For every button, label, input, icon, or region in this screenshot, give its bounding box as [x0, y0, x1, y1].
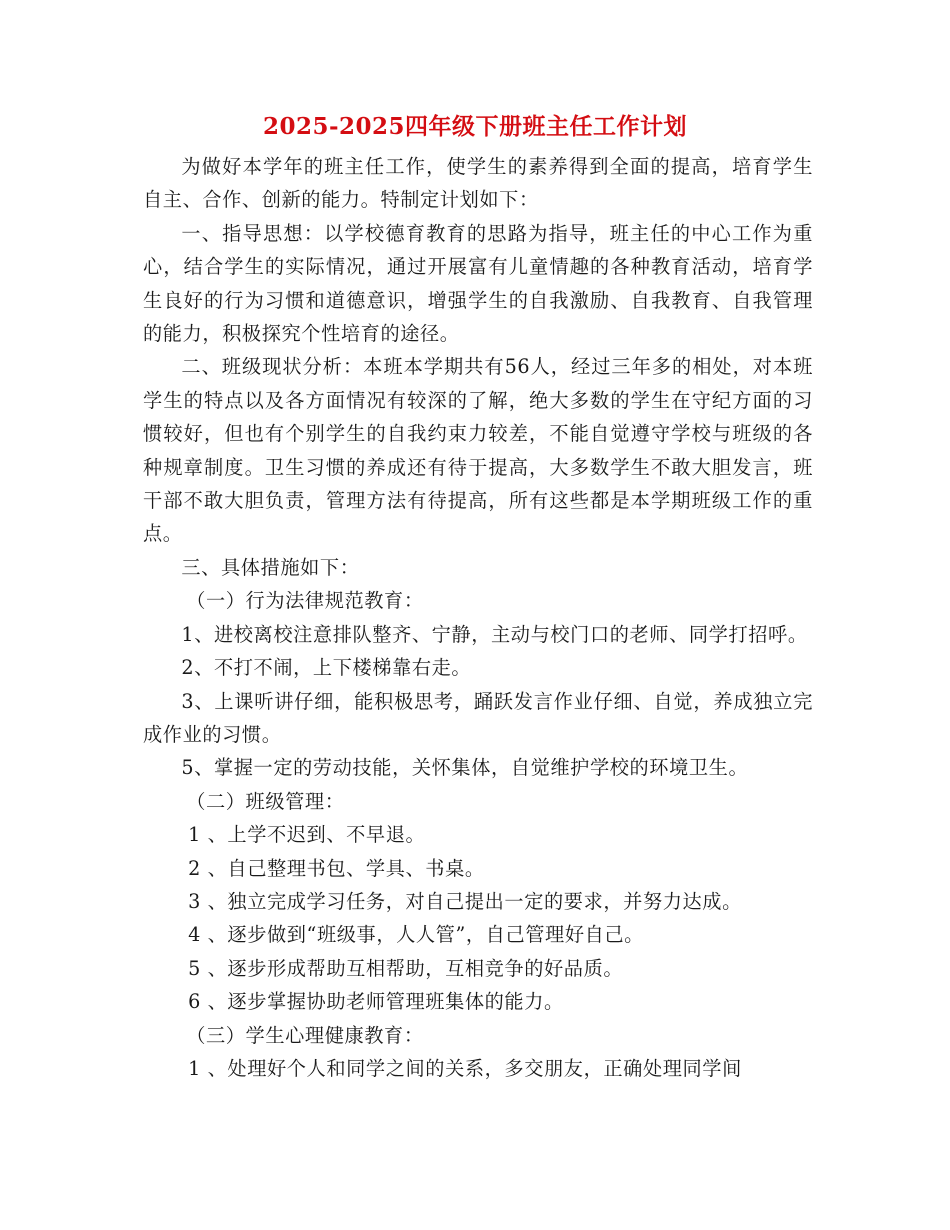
list-item: 3 、独立完成学习任务，对自己提出一定的要求，并努力达成。	[188, 889, 742, 913]
list-item: 6 、逐步掌握协助老师管理班集体的能力。	[188, 990, 564, 1014]
list-item: 1 、上学不迟到、不早退。	[188, 823, 426, 847]
list-item: 1、进校离校注意排队整齐、宁静，主动与校门口的老师、同学打招呼。	[181, 622, 808, 646]
list-item: 4 、逐步做到“班级事，人人管”，自己管理好自己。	[188, 923, 644, 947]
document-body	[143, 150, 813, 1085]
list-item: 3、上课听讲仔细，能积极思考，踊跃发言作业仔细、自觉，养成独立完成作业的习惯。	[143, 689, 813, 746]
paragraph-class-analysis: 二、班级现状分析：本班本学期共有56人，经过三年多的相处，对本班学生的特点以及各方面情况有较深的了解，绝大多数的学生在守纪方面的习惯较好，但也有个别学生的自我约束力较差，不能自觉遵守学校与班级的各种规章制度。卫生习惯的养成还有待于提高，大多数学生不敢大胆发言，班干部不敢大胆负责，管理方法有待提高，所有这些都是本学期班级工作的重点。	[143, 355, 813, 546]
list-item: 2 、自己整理书包、学具、书桌。	[188, 856, 485, 880]
list-item: 2、不打不闹，上下楼梯靠右走。	[181, 656, 472, 680]
paragraph-measures-heading: 三、具体措施如下：	[181, 555, 360, 579]
subheading-class-management: （二）班级管理：	[186, 789, 345, 813]
paragraph-guiding-ideology: 一、指导思想：以学校德育教育的思路为指导，班主任的中心工作为重心，结合学生的实际情况，通过开展富有儿童情趣的各种教育活动，培育学生良好的行为习惯和道德意识，增强学生的自我激励、自我教育、自我管理的能力，积极探究个性培育的途径。	[143, 221, 813, 346]
paragraph-intro: 为做好本学年的班主任工作，使学生的素养得到全面的提高，培育学生自主、合作、创新的能力。特制定计划如下：	[143, 155, 813, 212]
subheading-behavior-education: （一）行为法律规范教育：	[186, 589, 424, 613]
list-item: 1 、处理好个人和同学之间的关系，多交朋友，正确处理同学间	[188, 1056, 742, 1080]
document-title: 2025-2025四年级下册班主任工作计划	[262, 113, 688, 140]
subheading-mental-health: （三）学生心理健康教育：	[186, 1023, 424, 1047]
list-item: 5、掌握一定的劳动技能，关怀集体，自觉维护学校的环境卫生。	[181, 756, 749, 780]
list-item: 5 、逐步形成帮助互相帮助，互相竞争的好品质。	[188, 956, 624, 980]
